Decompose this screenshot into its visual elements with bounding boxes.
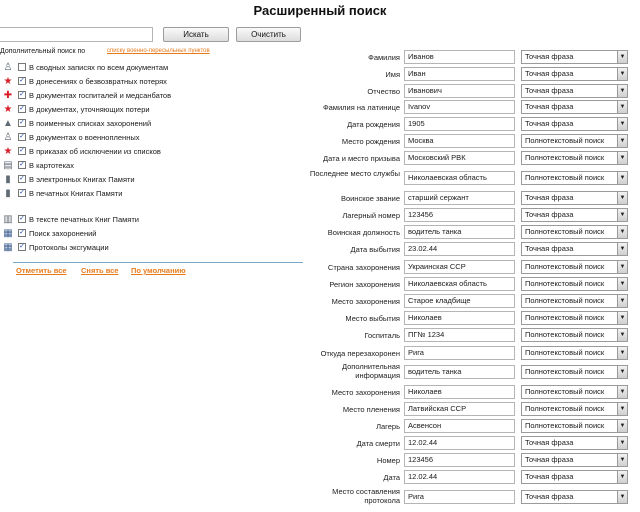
chevron-down-icon[interactable]: ▼ [617,172,627,184]
field-value-input[interactable]: Ivanov [404,100,515,114]
chevron-down-icon[interactable]: ▼ [617,135,627,147]
field-value-input[interactable]: водитель танка [404,225,515,239]
source-item[interactable] [2,174,302,186]
soldier-icon: ♙ [3,62,13,73]
chevron-down-icon[interactable]: ▼ [617,261,627,273]
chevron-down-icon[interactable]: ▼ [617,420,627,432]
chevron-down-icon[interactable]: ▼ [617,366,627,378]
match-mode-value: Точная фраза [525,69,574,78]
source-checkbox[interactable] [18,63,26,71]
source-item[interactable] [2,214,302,226]
source-checkbox[interactable]: ✓ [19,91,25,98]
field-label: Место захоронения [331,297,400,306]
match-mode-select[interactable] [521,402,628,416]
chevron-down-icon[interactable]: ▼ [617,226,627,238]
source-label: В электронных Книгах Памяти [29,175,135,184]
field-label: Место составления протокола [332,487,400,505]
match-mode-value: Точная фраза [525,102,574,111]
field-label: Регион захоронения [329,280,400,289]
chevron-down-icon[interactable]: ▼ [617,437,627,449]
field-label: Место пленения [342,405,400,414]
field-value-input[interactable]: Московский РВК [404,151,515,165]
source-checkbox[interactable]: ✓ [19,175,25,182]
chevron-down-icon[interactable]: ▼ [617,278,627,290]
match-mode-value: Полнотекстовый поиск [525,153,605,162]
match-mode-select[interactable] [521,191,628,205]
field-label: Дата смерти [356,439,400,448]
source-item[interactable] [2,146,302,158]
match-mode-value: Полнотекстовый поиск [525,173,605,182]
field-label: Дата [383,473,400,482]
field-label: Отчество [367,87,400,96]
field-value-input[interactable]: 12.02.44 [404,470,515,484]
match-mode-select[interactable] [521,311,628,325]
match-mode-select[interactable] [521,50,628,64]
match-mode-value: Полнотекстовый поиск [525,227,605,236]
source-checkbox[interactable]: ✓ [19,119,25,126]
clear-button[interactable]: Очистить [236,27,301,42]
source-label: Протоколы эксгумации [29,243,109,252]
chevron-down-icon[interactable]: ▼ [617,471,627,483]
source-item[interactable] [2,62,302,74]
source-label: В донесениях о безвозвратных потерях [29,77,167,86]
obelisk-icon: ▲ [3,118,13,129]
match-mode-select[interactable] [521,208,628,222]
match-mode-value: Полнотекстовый поиск [525,330,605,339]
field-label: Дополнительная информация [341,362,400,380]
chevron-down-icon[interactable]: ▼ [617,295,627,307]
field-label: Место рождения [341,137,400,146]
field-label: Место захоронения [331,388,400,397]
source-label: В сводных записях по всем документам [29,63,169,72]
match-mode-value: Полнотекстовый поиск [525,262,605,271]
chevron-down-icon[interactable]: ▼ [617,347,627,359]
source-label: В картотеках [29,161,74,170]
match-mode-select[interactable] [521,171,628,185]
source-item[interactable] [2,188,302,200]
match-mode-select[interactable] [521,260,628,274]
field-value-input[interactable]: 123456 [404,208,515,222]
field-label: Дата выбытия [350,245,400,254]
soldier-icon: ♙ [3,132,13,143]
source-checkbox[interactable]: ✓ [19,189,25,196]
clear-all-link[interactable]: Снять все [81,266,119,275]
chevron-down-icon[interactable]: ▼ [617,51,627,63]
chevron-down-icon[interactable]: ▼ [617,152,627,164]
match-mode-value: Полнотекстовый поиск [525,387,605,396]
source-item[interactable] [2,76,302,88]
match-mode-select[interactable] [521,225,628,239]
field-value-input[interactable]: Николаевская область [404,171,515,185]
match-mode-select[interactable] [521,242,628,256]
source-checkbox[interactable]: ✓ [19,215,25,222]
field-label: Госпиталь [364,331,400,340]
source-label: В документах, уточняющих потери [29,105,150,114]
chevron-down-icon[interactable]: ▼ [617,101,627,113]
match-mode-select[interactable] [521,134,628,148]
field-value-input[interactable]: Николаевская область [404,277,515,291]
field-value-input[interactable]: Иванов [404,50,515,64]
chevron-down-icon[interactable]: ▼ [617,68,627,80]
field-label: Дата и место призыва [323,154,400,163]
field-label: Имя [385,70,400,79]
source-item[interactable] [2,118,302,130]
field-label: Страна захоронения [327,263,400,272]
divider [13,262,303,263]
chevron-down-icon[interactable]: ▼ [617,118,627,130]
source-item[interactable] [2,132,302,144]
match-mode-value: Точная фраза [525,193,574,202]
chevron-down-icon[interactable]: ▼ [617,243,627,255]
match-mode-value: Полнотекстовый поиск [525,367,605,376]
field-value-input[interactable]: водитель танка [404,365,515,379]
field-value-input[interactable]: Николаев [404,311,515,325]
match-mode-value: Полнотекстовый поиск [525,296,605,305]
chevron-down-icon[interactable]: ▼ [617,491,627,503]
match-mode-select[interactable] [521,277,628,291]
source-label: В приказах об исключении из списков [29,147,161,156]
field-value-input[interactable]: 123456 [404,453,515,467]
field-value-input[interactable]: Латвийская ССР [404,402,515,416]
source-label: В тексте печатных Книг Памяти [29,215,139,224]
map-icon: ▦ [3,242,13,253]
source-item[interactable] [2,90,302,102]
match-mode-value: Полнотекстовый поиск [525,421,605,430]
chevron-down-icon[interactable]: ▼ [617,192,627,204]
default-link[interactable]: По умолчанию [131,266,186,275]
field-label: Дата рождения [347,120,400,129]
field-value-input[interactable]: 12.02.44 [404,436,515,450]
map-icon: ▦ [3,228,13,239]
field-value-input[interactable]: Старое кладбище [404,294,515,308]
source-checkbox[interactable]: ✓ [19,243,25,250]
source-label: В документах госпиталей и медсанбатов [29,91,172,100]
match-mode-select[interactable] [521,84,628,98]
match-mode-select[interactable] [521,365,628,379]
source-item[interactable] [2,104,302,116]
match-mode-value: Точная фраза [525,455,574,464]
source-label: В печатных Книгах Памяти [29,189,123,198]
star-icon: ★ [3,76,13,87]
match-mode-value: Точная фраза [525,244,574,253]
match-mode-value: Полнотекстовый поиск [525,136,605,145]
field-value-input[interactable]: старший сержант [404,191,515,205]
match-mode-select[interactable] [521,385,628,399]
source-item[interactable] [2,160,302,172]
source-checkbox[interactable]: ✓ [19,229,25,236]
match-mode-value: Полнотекстовый поиск [525,313,605,322]
match-mode-select[interactable] [521,328,628,342]
field-label: Воинское звание [340,194,400,203]
field-value-input[interactable]: 1905 [404,117,515,131]
book-open-icon: ▥ [3,214,13,225]
field-label: Номер [376,456,400,465]
star-icon: ★ [3,146,13,157]
field-value-input[interactable]: Москва [404,134,515,148]
match-mode-select[interactable] [521,151,628,165]
star-icon: ★ [3,104,13,115]
book-icon: ▮ [5,188,11,199]
match-mode-select[interactable] [521,470,628,484]
match-mode-value: Полнотекстовый поиск [525,404,605,413]
field-label: Воинская должность [327,228,400,237]
field-label: Фамилия [368,53,400,62]
match-mode-select[interactable] [521,453,628,467]
match-mode-value: Точная фраза [525,52,574,61]
chevron-down-icon[interactable]: ▼ [617,209,627,221]
source-checkbox[interactable]: ✓ [19,161,25,168]
field-value-input[interactable]: Асвенсон [404,419,515,433]
field-value-input[interactable]: Иван [404,67,515,81]
field-value-input[interactable]: Украинская ССР [404,260,515,274]
select-all-link[interactable]: Отметить все [16,266,67,275]
match-mode-value: Точная фраза [525,472,574,481]
match-mode-value: Полнотекстовый поиск [525,348,605,357]
match-mode-value: Полнотекстовый поиск [525,279,605,288]
match-mode-select[interactable] [521,67,628,81]
chevron-down-icon[interactable]: ▼ [617,85,627,97]
field-value-input[interactable]: Рига [404,346,515,360]
advanced-search-label: Дополнительный поиск по [0,48,86,55]
match-mode-select[interactable] [521,346,628,360]
match-mode-value: Точная фраза [525,438,574,447]
source-label: В поименных списках захоронений [29,119,152,128]
medical-cross-icon: ✚ [3,90,13,101]
match-mode-select[interactable] [521,419,628,433]
source-checkbox[interactable]: ✓ [19,133,25,140]
source-checkbox[interactable]: ✓ [19,77,25,84]
field-value-input[interactable]: Рига [404,490,515,504]
source-label: Поиск захоронений [29,229,97,238]
match-mode-select[interactable] [521,490,628,504]
chevron-down-icon[interactable]: ▼ [617,329,627,341]
source-label: В документах о военнопленных [29,133,140,142]
match-mode-value: Точная фраза [525,492,574,501]
match-mode-select[interactable] [521,294,628,308]
source-checkbox[interactable]: ✓ [19,105,25,112]
field-value-input[interactable]: 23.02.44 [404,242,515,256]
chevron-down-icon[interactable]: ▼ [617,386,627,398]
match-mode-select[interactable] [521,100,628,114]
chevron-down-icon[interactable]: ▼ [617,454,627,466]
search-button[interactable]: Искать [163,27,229,42]
field-value-input[interactable]: ПГ№ 1234 [404,328,515,342]
field-label: Лагерь [376,422,400,431]
match-mode-select[interactable] [521,117,628,131]
search-input[interactable] [0,27,153,42]
field-value-input[interactable]: Иванович [404,84,515,98]
book-icon: ▮ [5,174,11,185]
match-mode-value: Точная фраза [525,119,574,128]
field-label: Откуда перезахоронен [320,349,400,358]
match-mode-value: Точная фраза [525,210,574,219]
source-item[interactable] [2,242,302,254]
page-title: Расширенный поиск [253,3,387,18]
match-mode-select[interactable] [521,436,628,450]
field-label: Место выбытия [345,314,400,323]
card-file-icon: ▤ [3,160,13,171]
field-label: Последнее место службы [309,169,400,178]
chevron-down-icon[interactable]: ▼ [617,403,627,415]
field-label: Фамилия на латинице [322,103,400,112]
transit-points-link[interactable]: списку военно-пересыльных пунктов [107,48,210,54]
chevron-down-icon[interactable]: ▼ [617,312,627,324]
field-value-input[interactable]: Николаев [404,385,515,399]
source-checkbox[interactable]: ✓ [19,147,25,154]
match-mode-value: Точная фраза [525,86,574,95]
source-item[interactable] [2,228,302,240]
field-label: Лагерный номер [342,211,400,220]
